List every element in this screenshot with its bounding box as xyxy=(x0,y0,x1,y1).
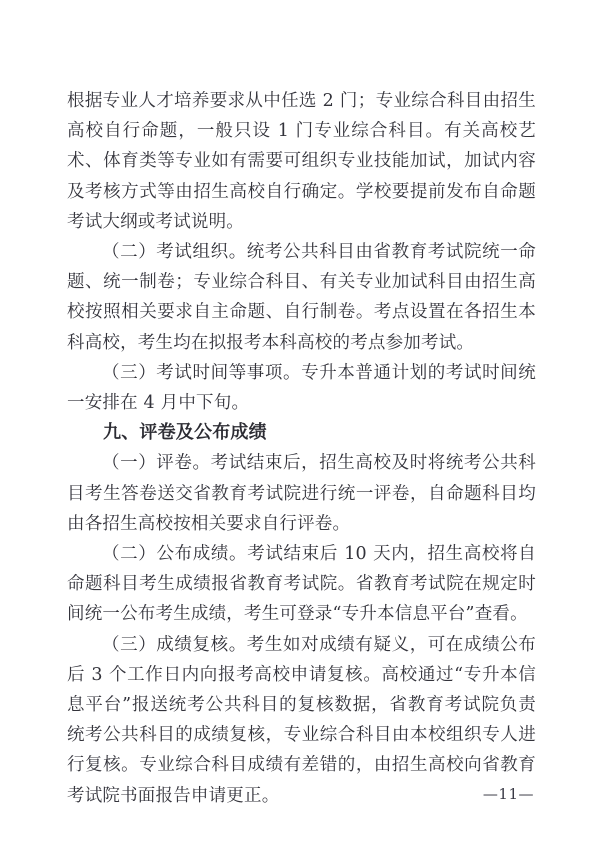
page-number: —11— xyxy=(482,785,534,803)
paragraph-lead: （三）考试时间等事项。 xyxy=(102,362,302,383)
document-body xyxy=(67,86,536,811)
section-heading: 九、评卷及公布成绩 xyxy=(103,422,267,444)
paragraph: 根据专业人才培养要求从中任选 2 门；专业综合科目由招生高校自行命题，一般只设 1 门专业综合科目。有关高校艺术、体育类等专业如有需要可组织专业技能加试，加试内容及考核方式等由招生高校自行确定。学校要提前发布自命题考试大纲或考试说明。 xyxy=(67,91,536,232)
paragraph: （二）公布成绩。考试结束后 10 天内，招生高校将自命题科目考生成绩报省教育考试院。省教育考试院在规定时间统一公布考生成绩，考生可登录“专升本信息平台”查看。 xyxy=(67,544,536,625)
paragraph-lead: （三）成绩复核。 xyxy=(102,634,247,655)
paragraph-lead: （二）公布成绩。 xyxy=(102,544,248,565)
paragraph: （三）考试时间等事项。专升本普通计划的考试时间统一安排在 4 月中下旬。 xyxy=(67,362,536,414)
paragraph: （一）评卷。考试结束后，招生高校及时将统考公共科目考生答卷送交省教育考试院进行统一评卷，自命题科目均由各招生高校按相关要求自行评卷。 xyxy=(67,453,536,534)
paragraph-lead: （二）考试组织。 xyxy=(102,242,247,263)
paragraph-lead: （一）评卷。 xyxy=(102,453,211,474)
paragraph: （三）成绩复核。考生如对成绩有疑义，可在成绩公布后 3 个工作日内向报考高校申请复核。高校通过“专升本信息平台”报送统考公共科目的复核数据，省教育考试院负责统考公共科目的成绩复核，专业综合科目由本校组织专人进行复核。专业综合科目成绩有差错的，由招生高校向省教育考试院书面报告申请更正。 xyxy=(67,634,536,806)
paragraph: （二）考试组织。统考公共科目由省教育考试院统一命题、统一制卷；专业综合科目、有关专业加试科目由招生高校按照相关要求自主命题、自行制卷。考点设置在各招生本科高校，考生均在拟报考本科高校的考点参加考试。 xyxy=(67,242,536,353)
